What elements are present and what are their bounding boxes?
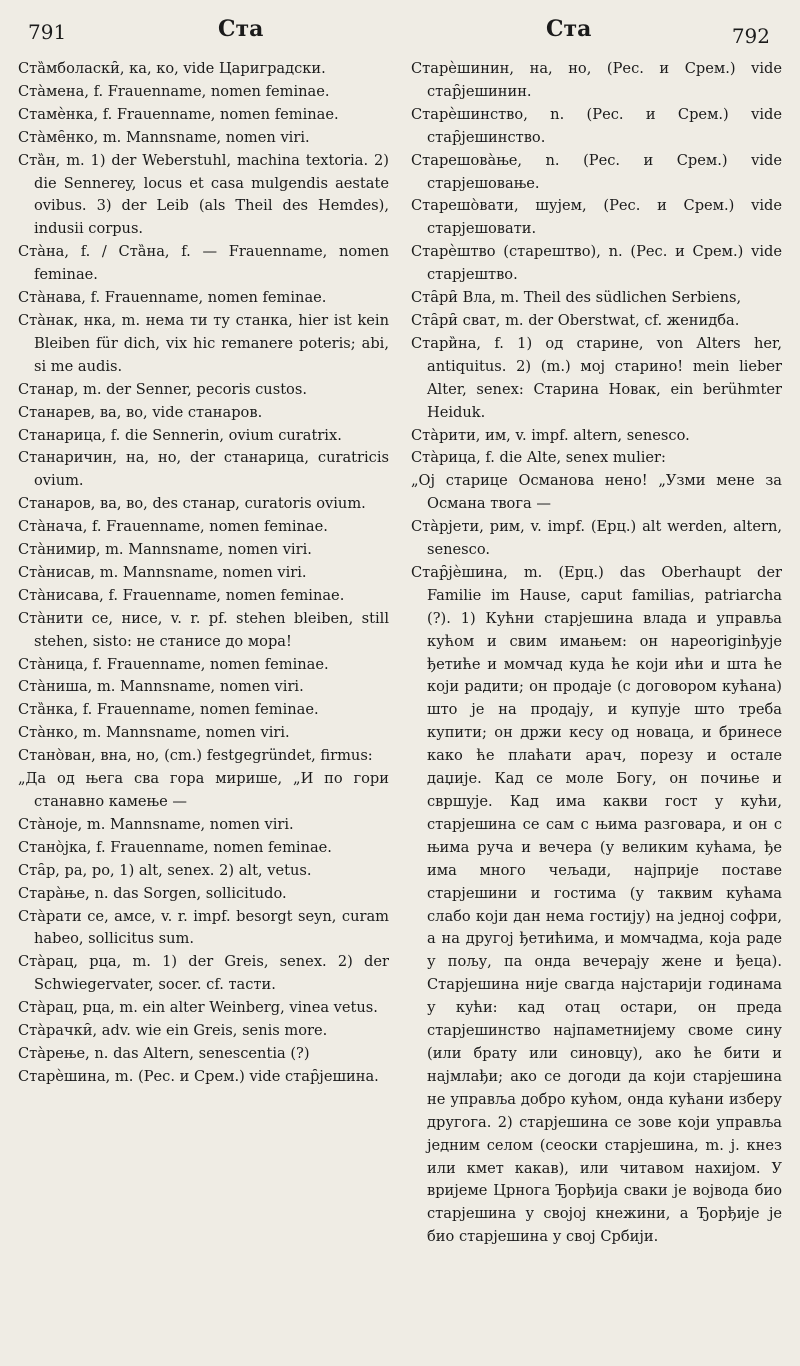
dictionary-entry: Старешова̀ње, n. (Рес. и Срем.) vide старјешовање. [411, 151, 782, 192]
dictionary-entry: Ста̀нимир, m. Mannsname, nomen viri. [18, 541, 312, 559]
dictionary-entry: Ста̀рачки̑, adv. wie ein Greis, senis more. [18, 1022, 328, 1040]
page-header [18, 14, 782, 58]
dictionary-entry: Ста̀на, f. / Ста̏на, f. — Frauenname, nomen feminae. [18, 243, 389, 284]
dictionary-entry: Старѐштво (старештво), n. (Рес. и Срем.) vide старјештво. [411, 243, 782, 284]
dictionary-entry: Ста̀рјети, рим, v. impf. (Ерц.) alt werden, altern, senesco. [411, 518, 782, 559]
dictionary-entry: Ста̑ри̑ Вла, m. Theil des südlichen Serbiens, [411, 289, 742, 307]
dictionary-entry: Ста̏нка, f. Frauenname, nomen feminae. [18, 701, 319, 719]
dictionary-entry: Стано̀ван, вна, но, (cm.) festgegründet, firmus: [18, 747, 373, 765]
dictionary-entry: „Ој старице Османова нено! „Узми мене за Османа твога — [411, 472, 782, 513]
dictionary-entry: Старѐшинство, n. (Рес. и Срем.) vide стар̑јешинство. [411, 105, 782, 146]
dictionary-entry: Старѐшинин, на, но, (Рес. и Срем.) vide стар̑јешинин. [411, 60, 782, 100]
dictionary-entry: Ста̏н, m. 1) der Weberstuhl, machina textoria. 2) die Sennerey, locus et casa mulgendis aestate ovibus. 3) der Leib (als Theil des Hemdes), indusii corpus. [18, 151, 389, 238]
dictionary-entry: Ста̀рати се, амсе, v. r. impf. besorgt seyn, curam habeo, sollicitus sum. [18, 907, 389, 948]
dictionary-entry: Ста̀рење, n. das Altern, senescentia (?) [18, 1044, 310, 1062]
page-number-right: 792 [731, 24, 770, 48]
left-column [18, 58, 389, 1249]
dictionary-entry: Станар, m. der Senner, pecoris custos. [18, 380, 307, 398]
dictionary-entry: Станаричин, на, но, der станарица, curatricis ovium. [18, 449, 389, 490]
dictionary-entry: Стано̀јка, f. Frauenname, nomen feminae. [18, 838, 332, 856]
dictionary-entry: Ста̑р, ра, ро, 1) alt, senex. 2) alt, vetus. [18, 861, 312, 879]
dictionary-entry: Старѐшина, m. (Рес. и Срем.) vide стар̑јешина. [18, 1067, 379, 1085]
running-head-left: Ста [218, 16, 264, 42]
page-number-left: 791 [28, 20, 67, 44]
dictionary-entry: Ста̀ница, f. Frauenname, nomen feminae. [18, 655, 329, 673]
dictionary-entry: Стари̏на, f. 1) од старине, von Alters her, antiquitus. 2) (m.) мој старино! mein lieber Alter, senex: Старина Новак, ein berühmter Heiduk. [411, 334, 782, 421]
dictionary-entry: Станарев, ва, во, vide станаров. [18, 403, 263, 421]
dictionary-entry: Старешо̀вати, шујем, (Рес. и Срем.) vide старјешовати. [411, 197, 782, 238]
dictionary-entry: Ста̀рити, им, v. impf. altern, senesco. [411, 426, 690, 444]
dictionary-entry: Ста̀нак, нка, m. нема ти ту станка, hier ist kein Bleiben für dich, vix hic remanere poteris; abi, si me audis. [18, 311, 389, 375]
dictionary-entry: Стар̑јѐшина, m. (Ерц.) das Oberhaupt der Familie im Hause, caput familias, patriarcha (?). 1) Кућни старјешина влада и управља кућом и свим имањем: он нареoriginђује ђетиће и момчад куда ће који ићи и шта ће који радити; он продаје (с договором кућана) што је на продају, и купује што треба купити; он држи кесу од новаца, и бринесе како ће плаћати арач, порезу и остале даџије. Кад се моле Богу, он почиње и свршује. Кад има какви гост у кући, старјешина се сам с њима разговара, и он с њима руча и вечера (у великим кућама, ђе има много чељади, најприје поставе старјешини и гостима (у таквим кућама слабо који дан нема гостију) на једној софри, а на другој ђетићима, и момчадма, која раде у пољу, па онда вечерају жене и ђеца). Старјешина није свагда најстарији годинама у кући: кад отац остари, он преда старјешинство најпаметнијему своме сину (или брату или синовцу), ако ће бити и најмлађи; ако се догоди да који старјешина не управља добро кућом, онда кућани изберу другога. 2) старјешина се зове који управља једним селом (сеоски старјешина, m. j. кнез или кмет какав), или читавом нахијом. У вријеме Црнога Ђорђија сваки је војвода био старјешина у својој кнежини, а Ђорђије је био старјешина у свој Србији. [411, 563, 782, 1246]
dictionary-entry: Ста̀нити се, нисе, v. r. pf. stehen bleiben, still stehen, sisto: не станисе до мора! [18, 609, 389, 650]
dictionary-entry: Ста̀рац, рца, m. 1) der Greis, senex. 2) der Schwiegervater, socer. cf. тасти. [18, 953, 389, 994]
dictionary-entry: Ста̑ри̑ сват, m. der Oberstwat, cf. женидба. [411, 311, 740, 329]
dictionary-entry: Ста̀нисав, m. Mannsname, nomen viri. [18, 563, 307, 581]
dictionary-entry: Стара̀ње, n. das Sorgen, sollicitudo. [18, 884, 287, 902]
dictionary-entry: Ста̀нко, m. Mannsname, nomen viri. [18, 724, 290, 742]
dictionary-entry: Ста̀рац, рца, m. ein alter Weinberg, vinea vetus. [18, 999, 378, 1017]
dictionary-entry: „Да од њега сва гора мирише, „И по гори станавно камење — [18, 770, 389, 810]
right-column [411, 58, 782, 1249]
dictionary-entry: Ста̀нача, f. Frauenname, nomen feminae. [18, 518, 328, 536]
dictionary-entry: Ста̀ниша, m. Mannsname, nomen viri. [18, 678, 304, 696]
dictionary-entry: Станарица, f. die Sennerin, ovium curatrix. [18, 426, 342, 444]
dictionary-entry: Ста̀мена, f. Frauenname, nomen feminae. [18, 82, 330, 100]
dictionary-entry: Ста̀ме̑нко, m. Mannsname, nomen viri. [18, 128, 310, 146]
dictionary-entry: Ста̀нисава, f. Frauenname, nomen feminae. [18, 586, 345, 604]
dictionary-entry: Ста̏мболаски̑, ка, ко, vide Цариградски. [18, 60, 326, 77]
dictionary-entry: Ста̀рица, f. die Alte, senex mulier: [411, 449, 666, 467]
dictionary-entry: Ста̀ноје, m. Mannsname, nomen viri. [18, 815, 294, 833]
dictionary-entry: Стамѐнка, f. Frauenname, nomen feminae. [18, 105, 339, 123]
dictionary-entry: Станаров, ва, во, des станар, curatoris ovium. [18, 495, 366, 513]
running-head-right: Ста [546, 16, 592, 42]
dictionary-entry: Ста̀нава, f. Frauenname, nomen feminae. [18, 289, 327, 307]
